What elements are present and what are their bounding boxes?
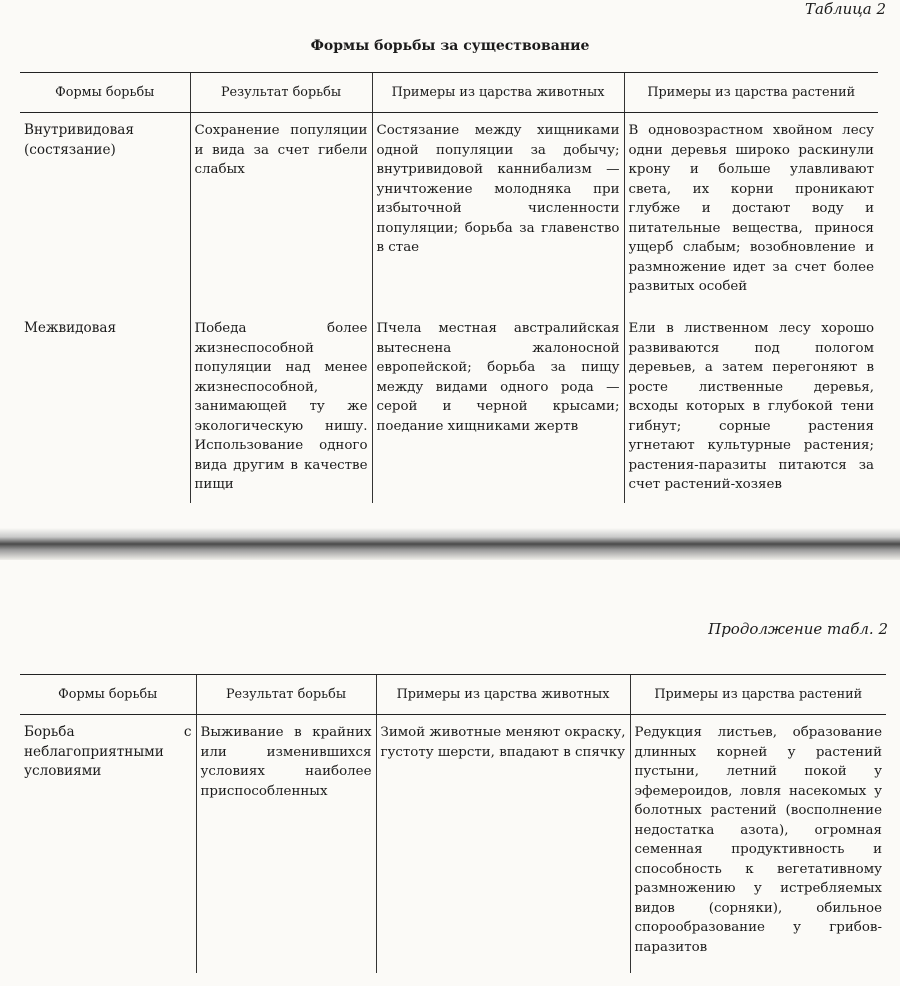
header-forms: Формы борьбы	[20, 675, 196, 715]
cell-result: Выживание в крайних или изменившихся условиях наиболее приспособленных	[196, 715, 376, 974]
cell-result: Победа более жизнеспособной популяции над менее жизнеспособной, занимающей ту же экологическую нишу. Использование одного вида другим в качестве пищи	[190, 305, 372, 503]
cell-plants: Редукция листьев, образование длинных корней у растений пустыни, летний покой у эфемероидов, ловля насекомых у болотных растений (восполнение недостатка азота), огромная семенная продуктивность и способность к вегетативному размножению у истребляемых видов (сорняки), обильное спорообразование у грибов-паразитов	[630, 715, 886, 974]
cell-plants: Ели в лиственном лесу хорошо развиваются под пологом деревьев, а затем перегоняют в росте лиственные деревья, всходы которых в глубокой тени гибнут; сорные растения угнетают культурные растения; растения-паразиты питаются за счет растений-хозяев	[624, 305, 878, 503]
table-continuation-label: Продолжение табл. 2	[708, 620, 888, 638]
table-page-bottom	[0, 560, 900, 986]
cell-animals: Пчела местная австралийская вытеснена жалоносной европейской; борьба за пищу между видами одного рода — серой и черной крысами; поедание хищниками жертв	[372, 305, 624, 503]
cell-form: Межвидовая	[24, 320, 117, 336]
cell-animals: Состязание между хищниками одной популяции за добычу; внутривидовой каннибализм — уничтожение молодняка при избыточной численности популяции; борьба за главенство в стае	[372, 113, 624, 306]
struggle-forms-table	[20, 72, 878, 503]
header-animals: Примеры из царства животных	[376, 675, 630, 715]
header-plants: Примеры из царства растений	[624, 73, 878, 113]
header-result: Результат борьбы	[196, 675, 376, 715]
cell-form: Борьба с неблагоприятными условиями	[24, 724, 192, 779]
table-row	[20, 305, 878, 503]
header-result: Результат борьбы	[190, 73, 372, 113]
table-header-row	[20, 73, 878, 113]
cell-animals: Зимой животные меняют окраску, густоту шерсти, впадают в спячку	[376, 715, 630, 974]
table-header-row	[20, 675, 886, 715]
table-row	[20, 113, 878, 306]
cell-form: Внутривидовая (состязание)	[24, 122, 134, 158]
header-animals: Примеры из царства животных	[372, 73, 624, 113]
struggle-forms-table-continued	[20, 674, 886, 973]
page-fold-divider	[0, 528, 900, 560]
table-title: Формы борьбы за существование	[310, 38, 590, 54]
table-number-label: Таблица 2	[804, 0, 886, 18]
table-row	[20, 715, 886, 974]
header-plants: Примеры из царства растений	[630, 675, 886, 715]
cell-result: Сохранение популяции и вида за счет гибели слабых	[190, 113, 372, 306]
header-forms: Формы борьбы	[20, 73, 190, 113]
cell-plants: В одновозрастном хвойном лесу одни деревья широко раскинули крону и больше улавливают света, их корни проникают глубже и достают воду и питательные вещества, принося ущерб слабым; возобновление и размножение идет за счет более развитых особей	[624, 113, 878, 306]
